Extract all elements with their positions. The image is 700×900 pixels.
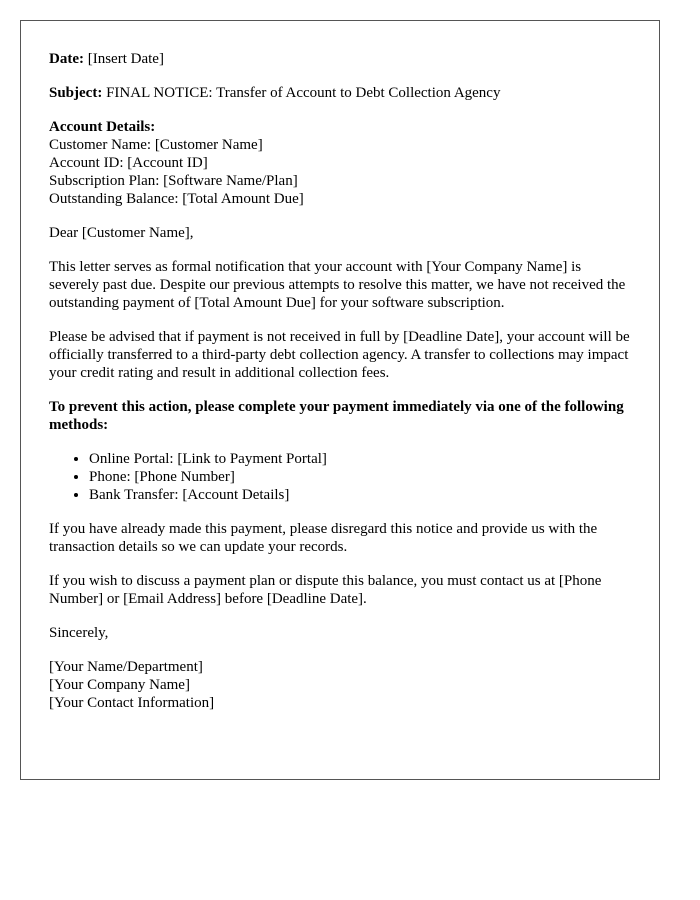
- signature-block: [49, 658, 631, 712]
- date-value: [Insert Date]: [87, 51, 164, 67]
- account-detail-account-id: Account ID: [Account ID]: [49, 155, 208, 171]
- body-paragraph-already-paid: If you have already made this payment, please disregard this notice and provide us with the transaction details so we can update your records.: [49, 521, 598, 555]
- signature-contact-info: [Your Contact Information]: [49, 695, 215, 711]
- signature-company-name: [Your Company Name]: [49, 677, 190, 693]
- payment-methods-list: [49, 450, 631, 504]
- account-detail-customer-name: Customer Name: [Customer Name]: [49, 137, 263, 153]
- payment-method-online-portal: • Online Portal: [Link to Payment Portal]: [89, 450, 631, 468]
- account-detail-subscription-plan: Subscription Plan: [Software Name/Plan]: [49, 173, 298, 189]
- payment-method-bank-transfer: • Bank Transfer: [Account Details]: [89, 486, 631, 504]
- body-paragraph-contact: If you wish to discuss a payment plan or dispute this balance, you must contact us at [Phone Number] or [Email Address] before [Deadline Date].: [49, 573, 602, 607]
- signature-name-department: [Your Name/Department]: [49, 659, 203, 675]
- subject-label: Subject:: [49, 85, 103, 101]
- account-detail-outstanding-balance: Outstanding Balance: [Total Amount Due]: [49, 191, 304, 207]
- account-details: [49, 118, 631, 208]
- closing: Sincerely,: [49, 625, 109, 641]
- greeting: Dear [Customer Name],: [49, 225, 194, 241]
- account-details-heading: Account Details:: [49, 119, 156, 135]
- subject-line: [49, 84, 631, 102]
- subject-value: FINAL NOTICE: Transfer of Account to Debt Collection Agency: [106, 85, 501, 101]
- letter: [20, 20, 660, 780]
- date-line: [49, 50, 631, 68]
- payment-method-phone: • Phone: [Phone Number]: [89, 468, 631, 486]
- action-heading: To prevent this action, please complete your payment immediately via one of the following methods:: [49, 399, 624, 433]
- date-label: Date:: [49, 51, 84, 67]
- body-paragraph-notification: This letter serves as formal notification that your account with [Your Company Name] is severely past due. Despite our previous attempts to resolve this matter, we have not received the outstanding payment of [Total Amount Due] for your software subscription.: [49, 259, 626, 311]
- body-paragraph-warning: Please be advised that if payment is not received in full by [Deadline Date], your account will be officially transferred to a third-party debt collection agency. A transfer to collections may impact your credit rating and result in additional collection fees.: [49, 329, 630, 381]
